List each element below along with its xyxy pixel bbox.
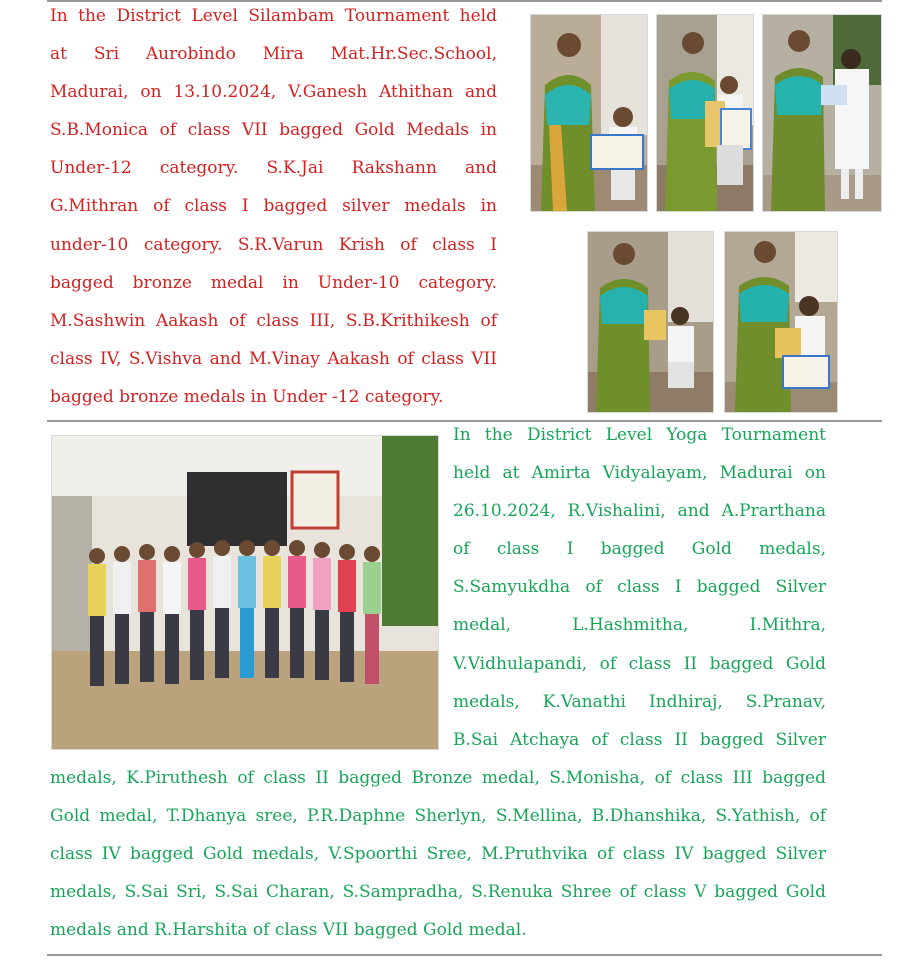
- silambam-photo-1: [531, 15, 647, 211]
- silambam-line: Under-12 category. S.K.Jai Rakshann and: [50, 158, 497, 179]
- silambam-line: G.Mithran of class I bagged silver medals in: [50, 196, 497, 217]
- silambam-photo-3: [763, 15, 881, 211]
- yoga-line: S.Samyukdha of class I bagged Silver: [453, 577, 826, 598]
- yoga-line: V.Vidhulapandi, of class II bagged Gold: [453, 653, 826, 674]
- silambam-line: bagged bronze medal in Under-10 category.: [50, 272, 497, 293]
- silambam-line: under-10 category. S.R.Varun Krish of class I: [50, 234, 497, 255]
- silambam-line: at Sri Aurobindo Mira Mat.Hr.Sec.School,: [50, 44, 497, 65]
- silambam-photo-2: [657, 15, 753, 211]
- yoga-line: class IV bagged Gold medals, V.Spoorthi Sree, M.Pruthvika of class IV bagged Silver: [50, 844, 826, 865]
- yoga-line: medals, S.Sai Sri, S.Sai Charan, S.Sampradha, S.Renuka Shree of class V bagged Gold: [50, 882, 826, 903]
- silambam-paragraph: [50, 0, 497, 416]
- yoga-paragraph: [50, 416, 826, 949]
- silambam-line: Madurai, on 13.10.2024, V.Ganesh Athithan and: [50, 82, 497, 103]
- silambam-photo-4: [588, 232, 713, 412]
- silambam-line: S.B.Monica of class VII bagged Gold Medals in: [50, 120, 497, 141]
- silambam-line: In the District Level Silambam Tournament held: [50, 6, 497, 26]
- yoga-line: medals, K.Piruthesh of class II bagged Bronze medal, S.Monisha, of class III bagged: [50, 767, 826, 788]
- yoga-line: medals, K.Vanathi Indhiraj, S.Pranav,: [453, 691, 826, 712]
- yoga-line: medals and R.Harshita of class VII bagged Gold medal.: [50, 920, 527, 941]
- silambam-line: M.Sashwin Aakash of class III, S.B.Krithikesh of: [50, 310, 497, 331]
- yoga-line: Gold medal, T.Dhanya sree, P.R.Daphne Sherlyn, S.Mellina, B.Dhanshika, S.Yathish, of: [50, 805, 826, 826]
- silambam-photo-5: [725, 232, 837, 412]
- yoga-line: In the District Level Yoga Tournament: [453, 425, 826, 445]
- silambam-line: class IV, S.Vishva and M.Vinay Aakash of class VII: [50, 348, 497, 369]
- yoga-line: B.Sai Atchaya of class II bagged Silver: [453, 729, 826, 750]
- yoga-line: held at Amirta Vidyalayam, Madurai on: [453, 463, 826, 484]
- silambam-line: bagged bronze medals in Under -12 category.: [50, 386, 444, 407]
- yoga-line: of class I bagged Gold medals,: [453, 539, 826, 560]
- bottom-rule: [47, 954, 882, 956]
- yoga-line: 26.10.2024, R.Vishalini, and A.Prarthana: [453, 501, 826, 522]
- yoga-line: medal, L.Hashmitha, I.Mithra,: [453, 615, 826, 636]
